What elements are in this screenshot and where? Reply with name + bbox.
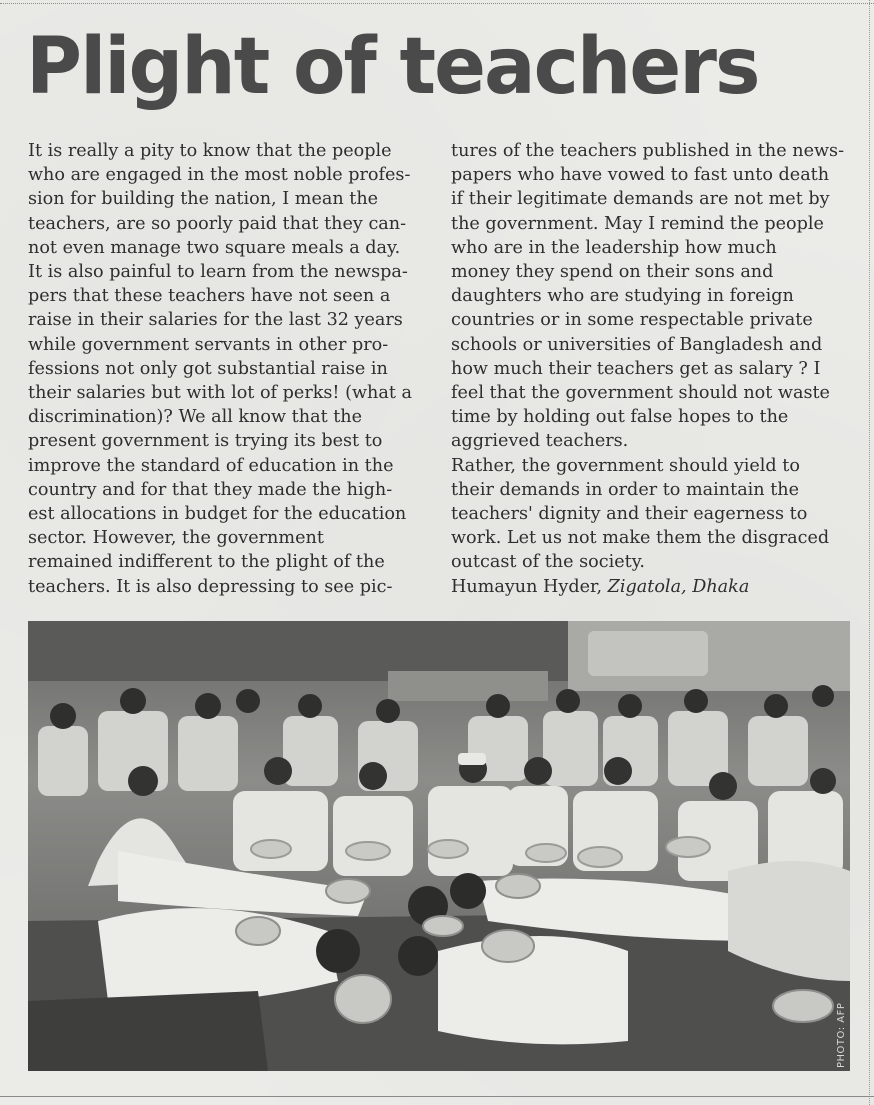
text-line: who are engaged in the most noble profes- bbox=[28, 165, 411, 186]
text-line: their demands in order to maintain the bbox=[451, 479, 800, 500]
text-line: if their legitimate demands are not met by bbox=[451, 189, 830, 210]
text-line: money they spend on their sons and bbox=[451, 262, 774, 283]
text-line: teachers. It is also depressing to see pic- bbox=[28, 576, 393, 597]
text-line: not even manage two square meals a day. bbox=[28, 237, 401, 258]
text-line: pers that these teachers have not seen a bbox=[28, 286, 391, 307]
text-line: sector. However, the government bbox=[28, 528, 324, 549]
text-line: the government. May I remind the people bbox=[451, 213, 824, 234]
text-line: sion for building the nation, I mean the bbox=[28, 189, 379, 210]
news-photo bbox=[28, 621, 850, 1071]
text-line: fessions not only got substantial raise in bbox=[28, 358, 388, 379]
signature-name: Humayun Hyder, bbox=[451, 576, 608, 597]
text-line: It is also painful to learn from the newspa- bbox=[28, 262, 408, 283]
top-border bbox=[0, 3, 874, 4]
text-line: raise in their salaries for the last 32 years bbox=[28, 310, 403, 331]
text-line: who are in the leadership how much bbox=[451, 237, 777, 258]
signature-place: Zigatola, Dhaka bbox=[607, 576, 750, 597]
text-line: teachers' dignity and their eagerness to bbox=[451, 504, 808, 525]
text-line: their salaries but with lot of perks! (what a bbox=[28, 383, 412, 404]
text-line: teachers, are so poorly paid that they can- bbox=[28, 213, 407, 234]
text-line: It is really a pity to know that the people bbox=[28, 141, 392, 161]
letter-column-left bbox=[28, 139, 428, 599]
letter-column-right bbox=[451, 139, 851, 599]
signature bbox=[451, 575, 851, 599]
text-line: time by holding out false hopes to the bbox=[451, 407, 789, 428]
text-line: aggrieved teachers. bbox=[451, 431, 629, 452]
text-line: papers who have vowed to fast unto death bbox=[451, 165, 830, 186]
text-line: improve the standard of education in the bbox=[28, 455, 394, 476]
photo-illustration bbox=[28, 621, 850, 1071]
text-line: outcast of the society. bbox=[451, 552, 645, 573]
text-line: feel that the government should not waste bbox=[451, 383, 830, 404]
text-line: Rather, the government should yield to bbox=[451, 455, 800, 476]
text-line: est allocations in budget for the education bbox=[28, 504, 407, 525]
photo-credit: PHOTO: AFP bbox=[836, 1002, 847, 1068]
right-border bbox=[869, 0, 870, 1105]
text-line: daughters who are studying in foreign bbox=[451, 286, 794, 307]
text-line: how much their teachers get as salary ? I bbox=[451, 358, 821, 379]
text-line: remained indifferent to the plight of the bbox=[28, 552, 385, 573]
text-line: tures of the teachers published in the news- bbox=[451, 141, 845, 161]
text-line: work. Let us not make them the disgraced bbox=[451, 528, 830, 549]
text-line: countries or in some respectable private bbox=[451, 310, 813, 331]
text-line: schools or universities of Bangladesh and bbox=[451, 334, 823, 355]
text-line: discrimination)? We all know that the bbox=[28, 407, 363, 428]
text-line: country and for that they made the high- bbox=[28, 479, 393, 500]
text-line: while government servants in other pro- bbox=[28, 334, 389, 355]
headline: Plight of teachers bbox=[26, 22, 759, 112]
bottom-border bbox=[0, 1096, 874, 1097]
text-line: present government is trying its best to bbox=[28, 431, 383, 452]
